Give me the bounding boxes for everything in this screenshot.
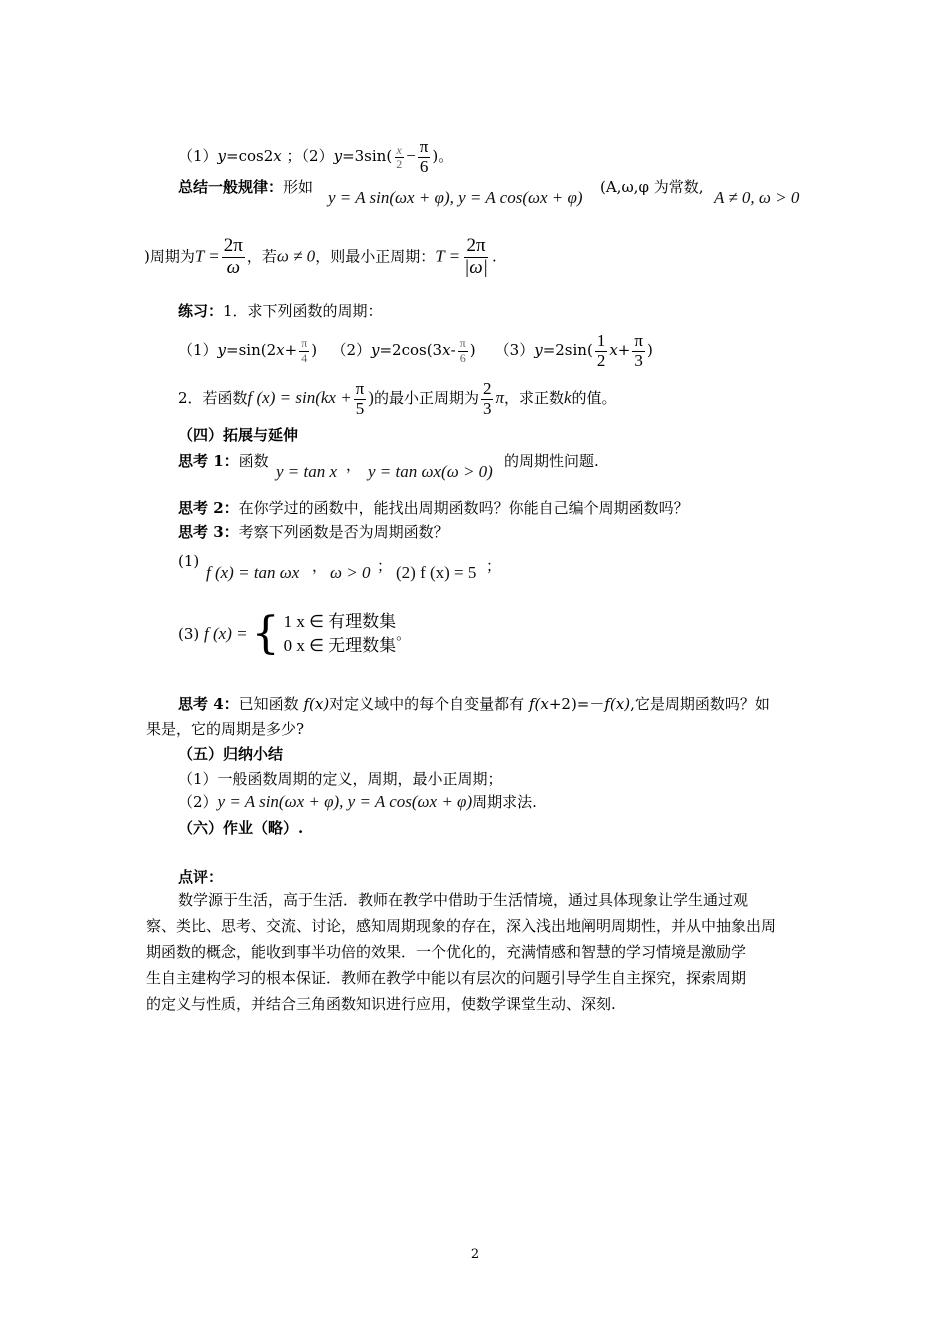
think1-f2: y = tan ωx(ω > 0) [368,462,493,481]
comment-line-2: 察、类比、思考、交流、讨论，感知周期现象的存在，深入浅出地阐明周期性，并从中抽象出周 [146,917,777,935]
fraction-pi-over-4: $\frac{\pi}{4}$ [301,336,308,365]
summary-2-formula: y = A sin(ωx + φ), y = A cos(ωx + φ) [217,792,473,811]
think1-label: 思考 1： [178,452,239,470]
piecewise-cases [284,610,397,658]
think2-label: 思考 2： [178,499,239,517]
comment-line-3: 期函数的概念，能收到事半功倍的效果．一个优化的，充满情感和智慧的学习情境是激励学 [146,943,747,961]
fraction-2pi-over-omega: $\frac{2\pi}{\omega}$ [223,235,243,278]
practice-items [178,330,653,370]
item2-func: =2cos(3 [379,341,443,359]
rule-text5: ，则最小正周期： [315,247,436,266]
ex-y: y [217,147,227,166]
section-4-heading: （四）拓展与延伸 [178,426,299,444]
think4-label: 思考 4： [178,695,239,713]
ex-prefix: （1） [178,147,218,166]
ex-x: x [273,147,282,166]
think2-text: 在你学过的函数中，能找出周期函数吗？你能自己编个周期函数吗？ [238,499,689,517]
item2-close: ) [469,341,476,359]
fraction-1-over-2: $\frac{1}{2}$ [596,330,606,370]
practice-q2 [178,376,617,420]
item1-prefix: （1） [178,341,218,359]
item3-prefix: （3） [494,341,535,359]
think3-item1-c1: ， [312,557,328,575]
practice-q1: 1．求下列函数的周期： [223,302,383,320]
section-5-heading: （五）归纳小结 [178,745,284,763]
fraction-pi-over-3: $\frac{\pi}{3}$ [634,330,643,370]
think1-f1: y = tan x [276,462,338,481]
rule-line-1 [178,176,313,198]
think1-text: 函数 [238,452,269,470]
fraction-pi-over-6: $\frac{\pi}{6}$ [419,137,429,176]
think4-fx2: f(x [528,695,549,713]
think4-fx: f(x) [303,695,330,713]
minus-sign: − [406,146,416,166]
q2-k: k [564,388,572,407]
fraction-x-over-2: $\frac{x}{2}$ [396,142,403,171]
think4-a: 已知函数 [238,695,304,713]
item3-y: y [534,341,543,359]
fraction-pi-over-5: $\frac{\pi}{5}$ [355,378,365,418]
think3-line [178,521,449,543]
item2-x: x [442,341,451,359]
think1-comma: ， [346,456,362,474]
item1-close: ) [311,341,318,359]
think3-item1-cond: ω > 0 [330,563,371,582]
q2-text3: 的值。 [571,389,617,407]
think4-fx3: f(x) [604,695,631,713]
comment-label: 点评： [178,868,224,886]
fraction-2pi-over-abs-omega: $\frac{2\pi}{|\omega|}$ [464,235,488,278]
fraction-2-over-3: $\frac{2}{3}$ [482,378,492,418]
section-6-heading: （六）作业（略）. [178,819,304,837]
summary-2-text: 周期求法. [472,793,537,811]
think4-c: +2)=－ [548,695,605,713]
left-brace-icon: { [251,608,280,659]
think1-end: 的周期性问题. [504,452,599,470]
fraction-pi-over-6-small: $\frac{\pi}{6}$ [459,336,466,365]
item1-func: =sin(2 [226,341,277,359]
think3-label: 思考 3： [178,523,239,541]
practice-label: 练习： [178,302,224,320]
omega-nonzero: ω ≠ 0 [276,246,316,266]
comment-line-1: 数学源于生活，高于生活．教师在教学中借助于生活情境，通过具体现象让学生通过观 [178,891,749,909]
comment-line-4: 生自主建构学习的根本保证．教师在教学中能以有层次的问题引导学生自主探究，探索周期 [146,969,747,987]
page-number: 2 [470,1247,480,1262]
case-irrational: 0 x ∈ 无理数集 [283,636,397,655]
think3-item3-f: f (x) = [204,624,248,643]
period-T-lhs: T = [194,246,220,266]
q2-prefix: 2．若函数 [178,389,248,407]
comment-line-5: 的定义与性质，并结合三角函数知识进行应用，使数学课堂生动、深刻. [146,995,616,1013]
rule-text6: . [491,247,497,266]
think3-item1-num: (1) [178,552,200,570]
q2-close: ) [368,388,374,407]
think4-line1 [178,693,770,715]
q2-function: f (x) = sin(kx + [247,388,352,407]
think3-item3 [178,606,411,661]
item2-y: y [370,341,380,359]
think3-item1-f: f (x) = tan ωx [206,563,300,582]
rule-text2: (A,ω,φ 为常数, [600,178,704,196]
rule-text4: ，若 [246,247,277,266]
item2-prefix: （2） [331,341,371,359]
ex2-close: )。 [432,147,454,166]
rule-line-2 [144,236,497,279]
think4-line2: 果是，它的周期是多少? [146,720,305,738]
item1-y: y [217,341,227,359]
ex2-y: y [333,147,343,166]
practice-line [178,300,383,322]
summary-2 [178,791,537,813]
think3-item2-f: (2) f (x) = 5 [396,563,477,582]
think3-item3-end: 。 [396,625,412,643]
period-T2-lhs: T = [435,246,461,266]
item1-x: x [276,341,285,359]
item3-plus: + [617,341,631,359]
q2-text: 的最小正周期为 [373,389,479,407]
q2-pi: π [495,388,504,407]
item3-func: =2sin( [542,341,593,359]
summary-1: （1）一般函数周期的定义，周期，最小正周期； [178,770,503,788]
think3-item3-num: (3) [178,625,200,643]
rule-text3: )周期为 [144,247,195,266]
item1-plus: + [284,341,298,359]
think1-line [178,450,269,472]
rule-label: 总结一般规律： [178,178,284,196]
case-rational: 1 x ∈ 有理数集 [283,612,397,631]
think3-item2-c3: ； [486,557,502,575]
rule-formula: y = A sin(ωx + φ), y = A cos(ωx + φ) [328,188,583,207]
item3-close: ) [646,341,653,359]
rule-text1: 形如 [283,178,314,196]
think4-b: 对定义域中的每个自变量都有 [329,695,529,713]
item2-minus: - [450,341,456,359]
q2-text2: ，求正数 [503,389,564,407]
item3-x: x [609,341,618,359]
summary-2-prefix: （2） [178,793,218,811]
ex-eq: =cos2 [226,147,274,166]
think3-item1-c2: ； [377,557,393,575]
ex-sep: ；（2） [286,147,334,166]
rule-condition: A ≠ 0, ω > 0 [714,188,800,207]
ex2-eq: =3sin( [342,147,393,166]
think4-d: ,它是周期函数吗？如 [630,695,770,713]
exercise-line [178,138,453,176]
think3-text: 考察下列函数是否为周期函数？ [238,523,449,541]
think2-line [178,497,689,519]
